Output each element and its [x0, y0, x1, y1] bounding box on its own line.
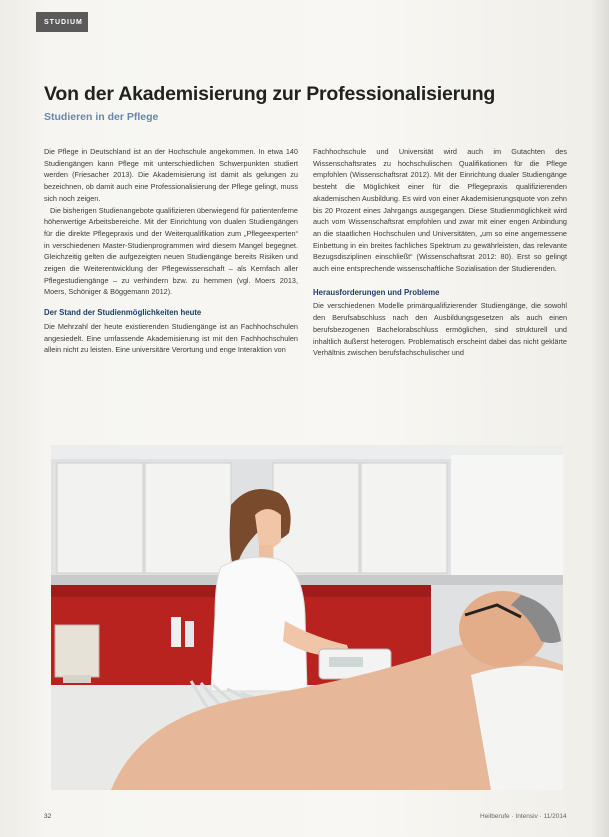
section-tab: STUDIUM — [36, 12, 88, 32]
page-edge-shadow — [591, 0, 609, 837]
paragraph: Fachhochschule und Universität wird auch im Gutachten des Wissenschaftsrates zu hochschulischen Qualifikationen für die Pflege empfohlen (Wissenschaftsrat 2012). Mit der Einrichtung dualer Studiengänge besteht die Möglichkeit einer für die Pflegepraxis qualifizierenden akademischen Ausbildung. Es wird von einer Akademisierungsquote von zehn bis 20 Prozent eines Jahrgangs ausgegangen. Diese Studienmöglichkeit wird auch vom Wissenschaftsrat empfohlen und zwar mit einer engen Anbindung an die staatlichen Hochschulen und Universitäten, „um so eine angemessene Einbettung in ein breites fachliches Spektrum zu gewährleisten, das relevante Bezugsdisziplinen einschließt“ (Wissenschaftsrat 2012: 80). Erst so gelingt auch eine entsprechende wissenschaftliche Sozialisation der Studierenden. — [313, 147, 567, 274]
photo-nurse-ecg-patient — [51, 445, 563, 790]
paragraph: Die Mehrzahl der heute existierenden Studiengänge ist an Fachhochschulen angesiedelt. Eine umfassende Akademisierung ist mit den Fachhochschulen allein nicht zu leisten. Eine universitäre Verortung und enge Interaktion von — [44, 321, 298, 355]
article-photo — [51, 445, 563, 790]
paragraph: Die verschiedenen Modelle primärqualifizierender Studiengänge, die sowohl den Berufsabschluss nach den Ausbildungsgesetzen als auch einen berufsbezogenen Bachelorabschluss ermöglichen, sind strukturell und inhaltlich äußerst heterogen. Problematisch erscheint dabei das nicht geklärte Verhältnis zwischen berufsfachschulischer und — [313, 301, 567, 358]
page-number: 32 — [44, 813, 52, 820]
article-title: Von der Akademisierung zur Professionalisierung — [44, 83, 496, 105]
article-subtitle: Studieren in der Pflege — [44, 111, 159, 123]
magazine-footer: Heilberufe · Intensiv · 11/2014 — [480, 813, 567, 820]
section-heading: Der Stand der Studienmöglichkeiten heute — [44, 308, 202, 318]
text-column-right — [313, 146, 567, 359]
section-heading: Herausforderungen und Probleme — [313, 287, 440, 297]
paragraph: Die Pflege in Deutschland ist an der Hochschule angekommen. In etwa 140 Studiengängen kann Pflege mit unterschiedlichen Schwerpunkten studiert werden (Friesacher 2013). Die Akademisierung ist damit als gelungen zu bezeichnen, ob damit auch eine Professionalisierung der Pflege gelingt, muss sich noch zeigen. — [44, 147, 298, 203]
paragraph: Die bisherigen Studienangebote qualifizieren überwiegend für patientenferne höherwertige Arbeitsbereiche. Mit der Einrichtung von dualen Studiengängen für die direkte Pflegepraxis und der Weiterqualifikation zum „Pflegeexperten“ in verschiedenen Master-Studienprogrammen wird diesem Mangel begegnet. Gleichzeitig gelten die aufgezeigten neuen Studiengänge bereits Risiken und zeigen die Weiterentwicklung der Pflegewissenschaft – als Kernfach aller Pflegestudiengänge – zu verhindern bzw. zu hemmen (vgl. Moers 2013, Moers, Schöniger & Böggemann 2012). — [44, 205, 298, 297]
text-column-left — [44, 146, 298, 356]
